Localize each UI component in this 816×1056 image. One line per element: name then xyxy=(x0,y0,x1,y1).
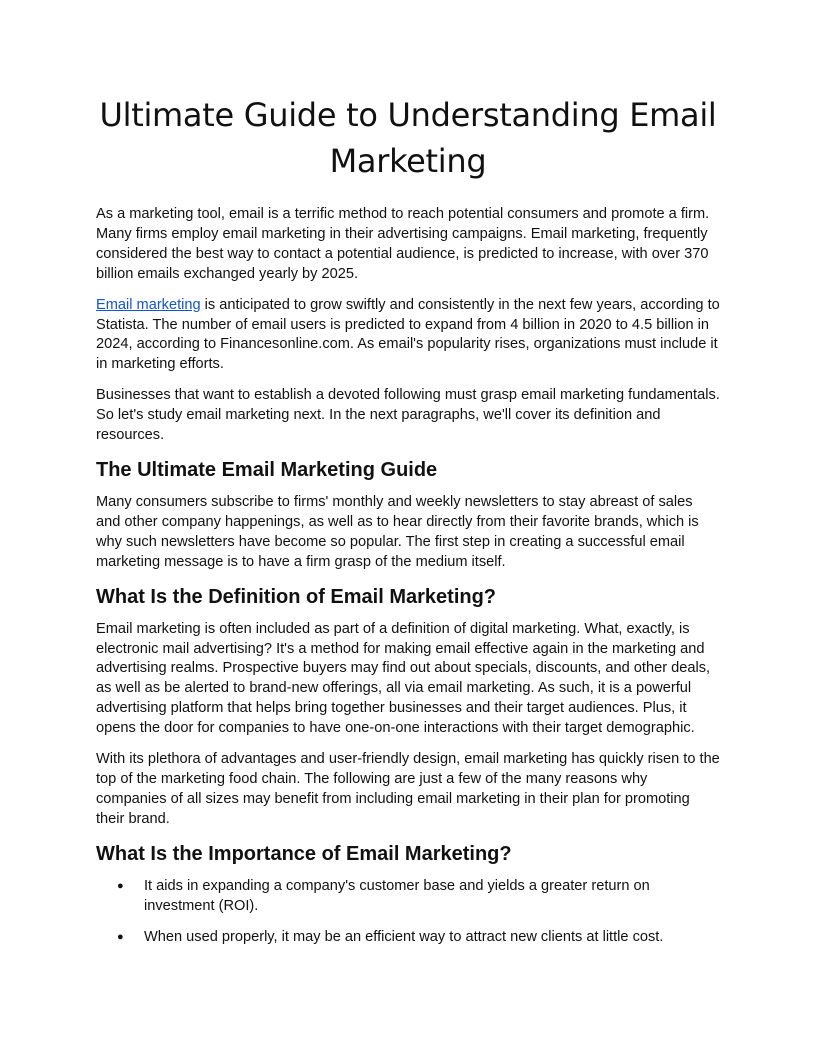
list-item xyxy=(96,877,720,917)
intro-paragraph-2 xyxy=(96,296,720,376)
guide-paragraph: Many consumers subscribe to firms' monthly and weekly newsletters to stay abreast of sales and other company happenings, as well as to hear directly from their favorite brands, which is why such newsletters have become so popular. The first step in creating a successful email marketing message is to have a firm grasp of the medium itself. xyxy=(96,493,699,570)
definition-paragraph-2: With its plethora of advantages and user-friendly design, email marketing has quickly risen to the top of the marketing food chain. The following are just a few of the many reasons why companies of all sizes may benefit from including email marketing in their plan for promoting their brand. xyxy=(96,751,720,827)
intro-paragraph-3: Businesses that want to establish a devoted following must grasp email marketing fundamentals. So let's study email marketing next. In the next paragraphs, we'll cover its definition and resources. xyxy=(96,387,720,444)
bullet-icon: ● xyxy=(117,931,124,944)
section-heading-importance: What Is the Importance of Email Marketing? xyxy=(96,842,512,865)
definition-paragraph-1: Email marketing is often included as part of a definition of digital marketing. What, exactly, is electronic mail advertising? It's a method for making email effective again in the marketing and advertising realms. Prospective buyers may find out about specials, discounts, and other deals, as well as be alerted to brand-new offerings, all via email marketing. As such, it is a powerful advertising platform that helps bring together businesses and their target audiences. Plus, it opens the door for companies to have one-on-one interactions with their target demographic. xyxy=(96,620,711,737)
intro-paragraph-1: As a marketing tool, email is a terrific method to reach potential consumers and promote a firm. Many firms employ email marketing in their advertising campaigns. Email marketing, frequently considered the best way to contact a potential audience, is predicted to increase, with over 370 billion emails exchanged yearly by 2025. xyxy=(96,206,710,282)
page-title: Ultimate Guide to Understanding Email Marketing xyxy=(99,96,717,180)
list-item xyxy=(96,928,720,948)
email-marketing-link[interactable]: Email marketing xyxy=(96,296,201,313)
bullet-icon: ● xyxy=(117,879,124,892)
section-heading-guide: The Ultimate Email Marketing Guide xyxy=(96,458,438,481)
list-item-text: It aids in expanding a company's customer base and yields a greater return on investment (ROI). xyxy=(144,877,650,914)
intro-paragraph-2-text: is anticipated to grow swiftly and consistently in the next few years, according to Statista. The number of email users is predicted to expand from 4 billion in 2020 to 4.5 billion in 2024, according to Financesonline.com. As email's popularity rises, organizations must include it in marketing efforts. xyxy=(96,296,720,373)
importance-list xyxy=(96,877,720,949)
document-page xyxy=(96,92,720,960)
list-item-text: When used properly, it may be an efficient way to attract new clients at little cost. xyxy=(144,929,664,946)
section-heading-definition: What Is the Definition of Email Marketing? xyxy=(96,585,497,608)
